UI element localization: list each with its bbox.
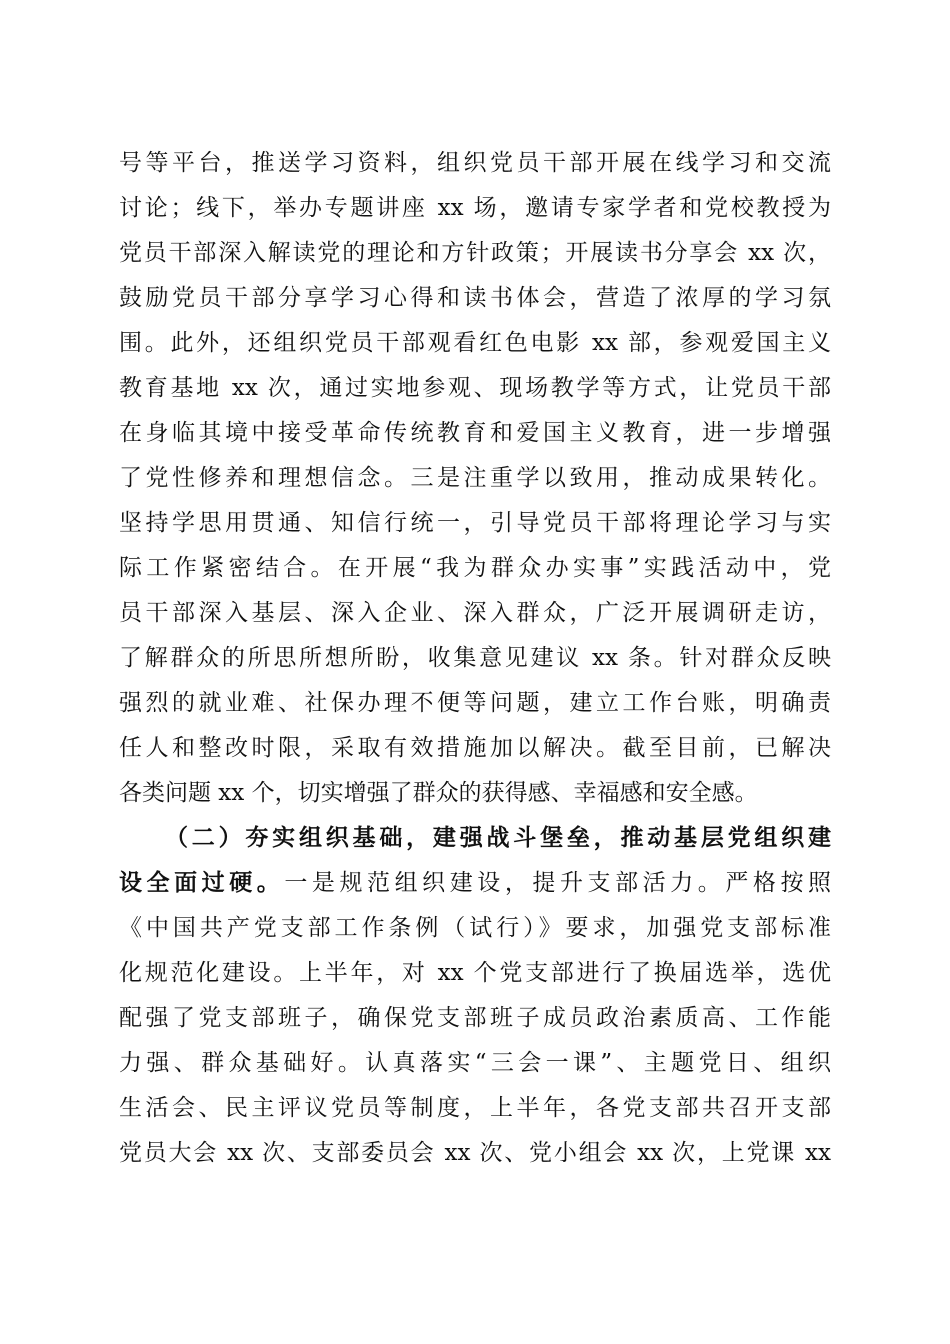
- body-text-line: 任人和整改时限，采取有效措施加以解决。截至目前，已解决: [119, 735, 831, 761]
- body-text-line: 在身临其境中接受革命传统教育和爱国主义教育，进一步增强: [119, 420, 831, 446]
- body-text-line: 强烈的就业难、社保办理不便等问题，建立工作台账，明确责: [119, 690, 831, 716]
- body-text-line: 坚持学思用贯通、知信行统一，引导党员干部将理论学习与实: [119, 510, 831, 536]
- body-text-line: 了解群众的所思所想所盼，收集意见建议 xx 条。针对群众反映: [119, 645, 831, 671]
- body-text-line: 党员干部深入解读党的理论和方针政策；开展读书分享会 xx 次，: [119, 240, 831, 266]
- body-text-line: 配强了党支部班子，确保党支部班子成员政治素质高、工作能: [119, 1005, 831, 1031]
- body-text-line: 员干部深入基层、深入企业、深入群众，广泛开展调研走访，: [119, 600, 831, 626]
- body-text-line: 生活会、民主评议党员等制度，上半年，各党支部共召开支部: [119, 1095, 831, 1121]
- section-heading: （二）夯实组织基础，建强战斗堡垒，推动基层党组织建: [165, 824, 831, 851]
- body-text-line: 了党性修养和理想信念。三是注重学以致用，推动成果转化。: [119, 465, 831, 491]
- section-heading-rest: 一是规范组织建设，提升支部活力。严格按照: [284, 870, 832, 896]
- body-text-line: 化规范化建设。上半年，对 xx 个党支部进行了换届选举，选优: [119, 960, 831, 986]
- body-text-line: 党员大会 xx 次、支部委员会 xx 次、党小组会 xx 次，上党课 xx: [119, 1140, 831, 1166]
- body-text-line: 各类问题 xx 个，切实增强了群众的获得感、幸福感和安全感。: [119, 780, 758, 806]
- body-text-line: 际工作紧密结合。在开展“我为群众办实事”实践活动中，党: [119, 555, 831, 581]
- body-text-line: 围。此外，还组织党员干部观看红色电影 xx 部，参观爱国主义: [119, 330, 831, 356]
- section-heading-bold-part: 设全面过硬。: [119, 869, 285, 896]
- body-text-line: 讨论；线下，举办专题讲座 xx 场，邀请专家学者和党校教授为: [119, 195, 831, 221]
- body-text-line: 教育基地 xx 次，通过实地参观、现场教学等方式，让党员干部: [119, 375, 831, 401]
- body-text-line: 鼓励党员干部分享学习心得和读书体会，营造了浓厚的学习氛: [119, 285, 831, 311]
- body-text-line: 号等平台，推送学习资料，组织党员干部开展在线学习和交流: [119, 150, 831, 176]
- body-text-line: 力强、群众基础好。认真落实“三会一课”、主题党日、组织: [119, 1050, 831, 1076]
- section-heading-continuation: [119, 868, 831, 898]
- body-text-line: 《中国共产党支部工作条例（试行）》要求，加强党支部标准: [119, 915, 831, 941]
